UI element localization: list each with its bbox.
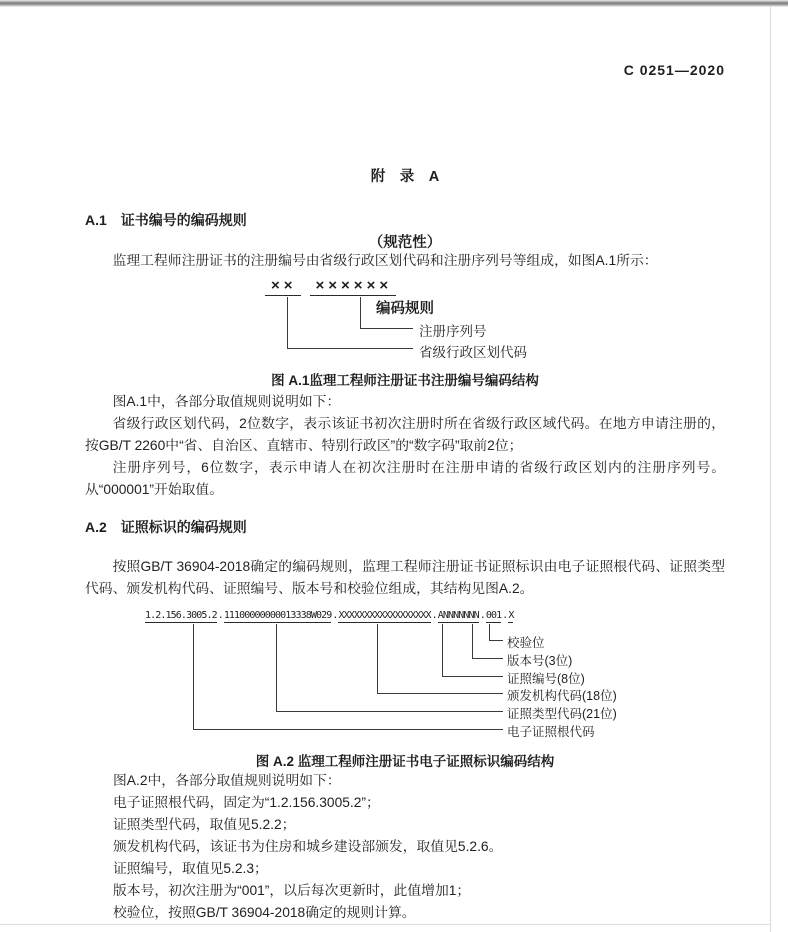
figure-a2-check-hline	[489, 640, 503, 641]
figure-a2-type-vline	[276, 624, 277, 712]
appendix-subtitle: （规范性）	[368, 235, 442, 251]
figure-a2-version-vline	[472, 624, 473, 659]
type-code-segment: 11100000000013338W029	[223, 610, 332, 621]
a1-intro-paragraph: 监理工程师注册证书的注册编号由省级行政区划代码和注册序列号等组成，如图A.1所示：	[112, 253, 658, 268]
figure-a2-issuer-vline	[377, 624, 378, 694]
figure-a2-label-version: 版本号(3位)	[507, 654, 573, 668]
scan-top-edge	[0, 0, 788, 7]
code-separator: .	[217, 610, 223, 621]
figure-a2-certno-hline	[442, 676, 503, 677]
code-separator: .	[431, 610, 437, 621]
license-id-code-string	[145, 610, 513, 621]
a2-notes-block	[85, 770, 725, 924]
scan-right-edge	[770, 7, 771, 932]
a2-note-line: 颁发机构代码，该证书为住房和城乡建设部颁发，取值见5.2.6。	[113, 839, 503, 854]
figure-a2-issuer-hline	[377, 693, 503, 694]
figure-a2-label-issuer: 颁发机构代码(18位)	[507, 689, 617, 703]
a2-note-line: 证照类型代码，取值见5.2.2；	[113, 817, 296, 832]
figure-a2-root-vline	[193, 624, 194, 730]
code-separator: .	[479, 610, 485, 621]
figure-a1-serial-vline	[360, 297, 361, 328]
check-digit-segment: X	[508, 610, 514, 621]
root-code-segment: 1.2.156.3005.2	[145, 610, 217, 621]
figure-a2-check-vline	[489, 624, 490, 641]
cert-number-segment: ANNNNNNN	[437, 610, 479, 621]
figure-a1-code-placeholders	[265, 277, 396, 296]
figure-a2-certno-vline	[442, 624, 443, 677]
a2-intro-paragraph: 按照GB/T 36904-2018确定的编码规则，监理工程师注册证书证照标识由电子证照根代码、证照类型代码、颁发机构代码、证照编号、版本号和校验位组成，其结构见图A.2。	[85, 559, 725, 596]
figure-a1-serial-hline	[360, 328, 413, 329]
figure-a2-type-hline	[276, 711, 503, 712]
appendix-title: 附 录 A	[370, 169, 440, 185]
figure-a1-label-province: 省级行政区划代码	[419, 345, 527, 360]
a2-note-line: 电子证照根代码，固定为“1.2.156.3005.2”；	[113, 795, 380, 810]
figure-a2-caption: 图 A.2 监理工程师注册证书电子证照标识编码结构	[255, 754, 555, 769]
issuer-code-segment: XXXXXXXXXXXXXXXXXX	[338, 610, 431, 621]
figure-a1-label-serial: 注册序列号	[419, 324, 487, 339]
code-separator: .	[332, 610, 338, 621]
a2-note-line: 校验位，按照GB/T 36904-2018确定的规则计算。	[113, 905, 416, 920]
province-code-placeholder: ××	[265, 278, 301, 296]
figure-a2-label-check: 校验位	[507, 636, 545, 650]
a1-rule-province: 省级行政区划代码，2位数字，表示该证书初次注册时所在省级行政区域代码。在地方申请注册的，按GB/T 2260中“省、自治区、直辖市、特别行政区”的“数字码”取前2位；	[85, 416, 725, 453]
figure-a2-version-hline	[472, 658, 503, 659]
appendix-name: 编码规则	[376, 301, 434, 317]
section-a1-title: 证书编号的编码规则	[120, 212, 247, 228]
a2-note-line: 图A.2中，各部分取值规则说明如下：	[113, 773, 341, 788]
doc-number: C 0251—2020	[623, 62, 725, 78]
scan-bottom-edge	[0, 924, 771, 925]
figure-a1-province-hline	[287, 348, 413, 349]
figure-a2-label-certno: 证照编号(8位)	[507, 672, 585, 686]
a1-rules-intro: 图A.1中，各部分取值规则说明如下：	[112, 394, 341, 409]
figure-a1-province-vline	[287, 297, 288, 348]
section-a1-heading	[85, 210, 247, 230]
section-a2-heading	[85, 517, 247, 537]
serial-number-placeholder: ××××××	[310, 278, 397, 296]
section-a1-number: A.1	[85, 212, 107, 228]
section-a2-title: 证照标识的编码规则	[120, 519, 247, 535]
a1-rule-serial: 注册序列号，6位数字，表示申请人在初次注册时在注册申请的省级行政区划内的注册序列号。从“000001”开始取值。	[85, 460, 725, 497]
a2-note-line: 证照编号，取值见5.2.3；	[113, 861, 268, 876]
a2-note-line: 版本号，初次注册为“001”，以后每次更新时，此值增加1；	[113, 883, 471, 898]
figure-a2-root-hline	[193, 729, 503, 730]
version-segment: 001	[485, 610, 502, 621]
section-a2-number: A.2	[85, 519, 107, 535]
figure-a1-caption: 图 A.1监理工程师注册证书注册编号编码结构	[271, 373, 539, 388]
figure-a2-label-root: 电子证照根代码	[507, 725, 595, 739]
code-separator: .	[502, 610, 508, 621]
figure-a2-label-type: 证照类型代码(21位)	[507, 707, 617, 721]
